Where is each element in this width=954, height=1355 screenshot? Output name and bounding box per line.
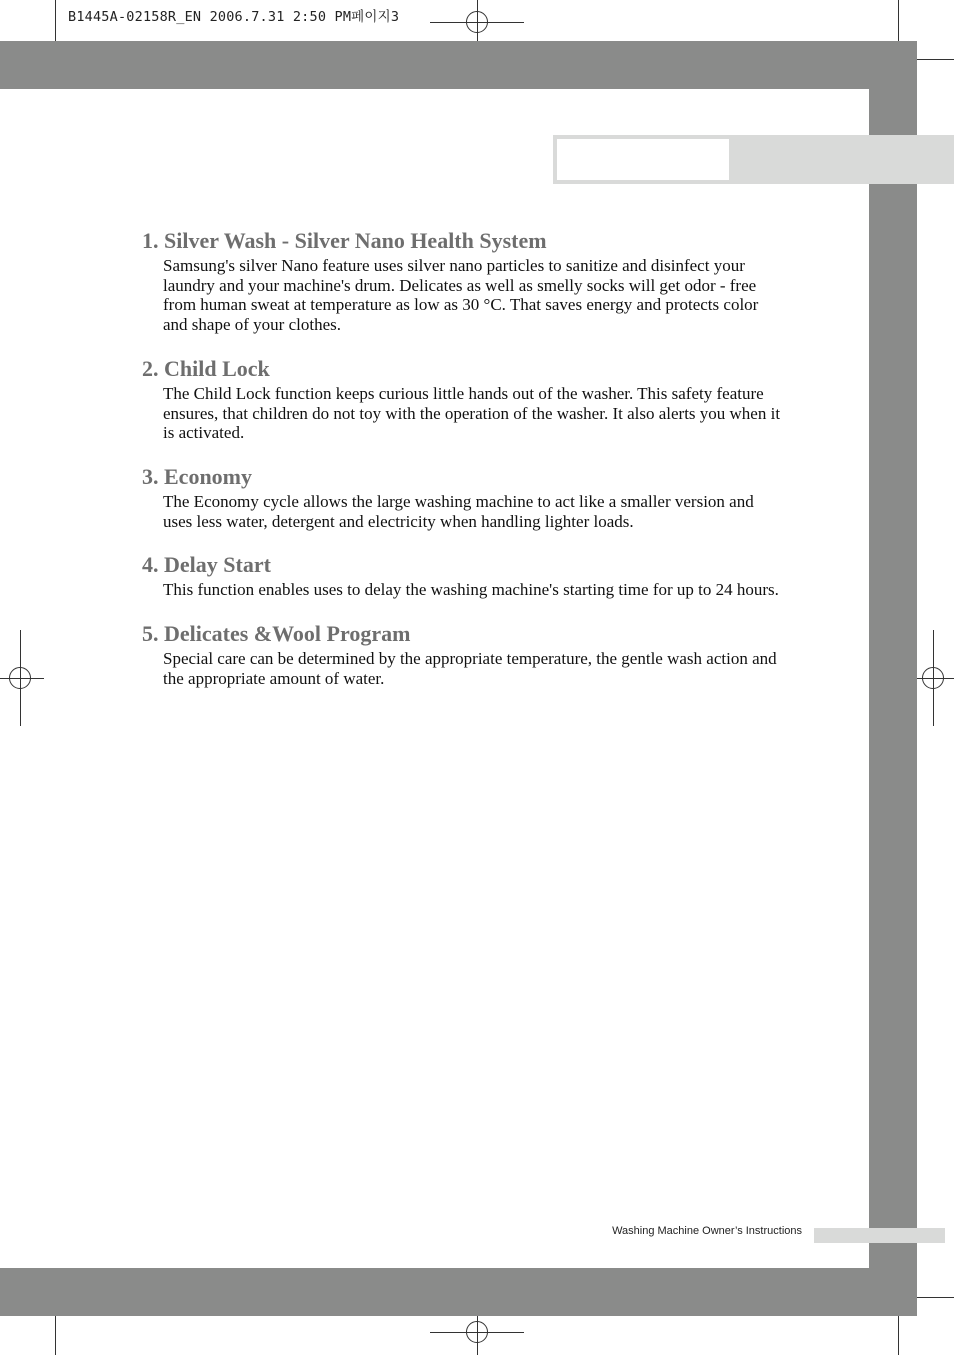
feature-description: The Economy cycle allows the large washing machine to act like a smaller version and uses less water, detergent and electricity when handling lighter loads. <box>163 491 754 531</box>
feature-title: 4. Delay Start <box>142 552 271 578</box>
print-slug: B1445A-02158R_EN 2006.7.31 2:50 PM페이지3 <box>68 9 400 25</box>
feature-title: 2. Child Lock <box>142 355 270 381</box>
feature-description: Special care can be determined by the appropriate temperature, the gentle wash action and the appropriate amount of water. <box>163 649 777 688</box>
feature-title: 5. Delicates &Wool Program <box>142 621 411 647</box>
feature-section <box>142 226 782 335</box>
feature-description: The Child Lock function keeps curious little hands out of the washer. This safety feature ensures, that children do not toy with the operation of the washer. It also alerts you when it is activated. <box>163 383 781 443</box>
frame-top-band <box>0 41 917 89</box>
feature-description: Samsung's silver Nano feature uses silver nano particles to sanitize and disinfect your laundry and your machine's drum. Delicates as well as smelly socks will get odor - free from human sweat at temperature as low as 30 °C. That saves energy and protects color and shape of your clothes. <box>163 256 759 335</box>
frame-bottom-band <box>0 1268 917 1316</box>
registration-mark-circle <box>922 667 944 689</box>
feature-section <box>142 354 782 443</box>
feature-title: 1. Silver Wash - Silver Nano Health System <box>142 228 547 253</box>
feature-list <box>142 226 782 707</box>
frame-right-band <box>869 41 917 1316</box>
feature-title: 3. Economy <box>142 463 252 489</box>
registration-mark-circle <box>9 667 31 689</box>
feature-section <box>142 550 782 600</box>
footer-text: Washing Machine Owner’s Instructions <box>612 1225 802 1237</box>
feature-description: This function enables uses to delay the washing machine's starting time for up to 24 hours. <box>163 580 779 600</box>
registration-mark-circle <box>466 11 488 33</box>
feature-section <box>142 462 782 531</box>
header-tab-box <box>557 139 729 180</box>
crop-mark <box>898 0 899 46</box>
footer-page-bar <box>814 1228 945 1243</box>
crop-mark <box>55 0 56 46</box>
feature-section <box>142 619 782 688</box>
registration-mark-circle <box>466 1321 488 1343</box>
